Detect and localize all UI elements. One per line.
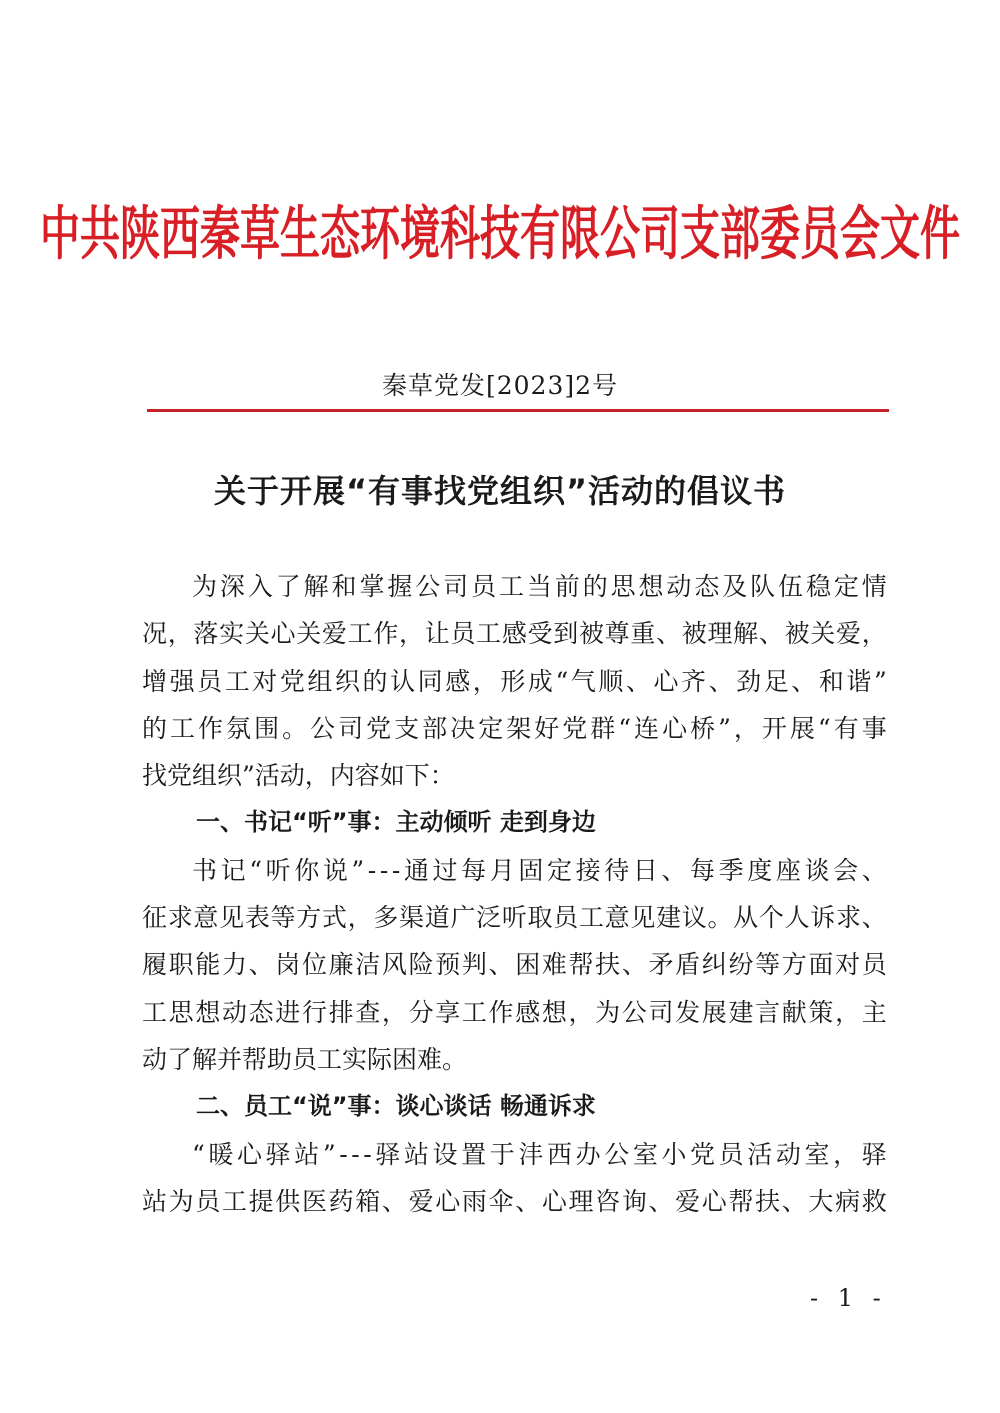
- document-number: 秦草党发[2023]2号: [381, 371, 619, 400]
- section-heading: 一、书记“听”事：主动倾听 走到身边: [196, 808, 596, 837]
- body-line: 的 工 作 氛 围 。 公 司 党 支 部 决 定 架 好 党 群 “ 连 心 桥 ” ， 开 展 “ 有 事: [142, 713, 887, 743]
- body-line: 况 ， 落 实 关 心 关 爱 工 作 ， 让 员 工 感 受 到 被 尊 重 、 被 理 解 、 被 关 爱 ，: [142, 619, 887, 649]
- body-line: 站 为 员 工 提 供 医 药 箱 、 爱 心 雨 伞 、 心 理 咨 询 、 爱 心 帮 扶 、 大 病 救: [142, 1186, 887, 1216]
- body-line: 征 求 意 见 表 等 方 式 ， 多 渠 道 广 泛 听 取 员 工 意 见 建 议 。 从 个 人 诉 求 、: [142, 903, 887, 933]
- section-heading: 二、员工“说”事：谈心谈话 畅通诉求: [196, 1092, 596, 1121]
- document-title: 关于开展“有事找党组织”活动的倡议书: [213, 472, 787, 510]
- page-number: - 1 -: [810, 1284, 887, 1312]
- body-line: 增 强 员 工 对 党 组 织 的 认 同 感 ， 形 成 “ 气 顺 、 心 齐 、 劲 足 、 和 谐 ”: [142, 666, 887, 696]
- body-line: 履 职 能 力 、 岗 位 廉 洁 风 险 预 判 、 困 难 帮 扶 、 矛 盾 纠 纷 等 方 面 对 员: [142, 950, 887, 980]
- body-line: 书 记 “ 听 你 说 ” - - - 通 过 每 月 固 定 接 待 日 、 每 季 度 座 谈 会 、: [192, 855, 887, 885]
- body-line: 为 深 入 了 解 和 掌 握 公 司 员 工 当 前 的 思 想 动 态 及 队 伍 稳 定 情: [192, 572, 887, 601]
- document-body: [142, 563, 887, 1225]
- org-header-title: 中共陕西秦草生态环境科技有限公司支部委员会文件: [40, 201, 960, 268]
- red-divider: [147, 409, 889, 412]
- body-line: 找党组织”活动，内容如下：: [142, 761, 455, 791]
- body-line: 工 思 想 动 态 进 行 排 查 ， 分 享 工 作 感 想 ， 为 公 司 发 展 建 言 献 策 ， 主: [142, 997, 887, 1027]
- body-line: “ 暖 心 驿 站 ” - - - 驿 站 设 置 于 沣 西 办 公 室 小 党 员 活 动 室 ， 驿: [192, 1139, 887, 1169]
- body-line: 动了解并帮助员工实际困难。: [142, 1044, 468, 1074]
